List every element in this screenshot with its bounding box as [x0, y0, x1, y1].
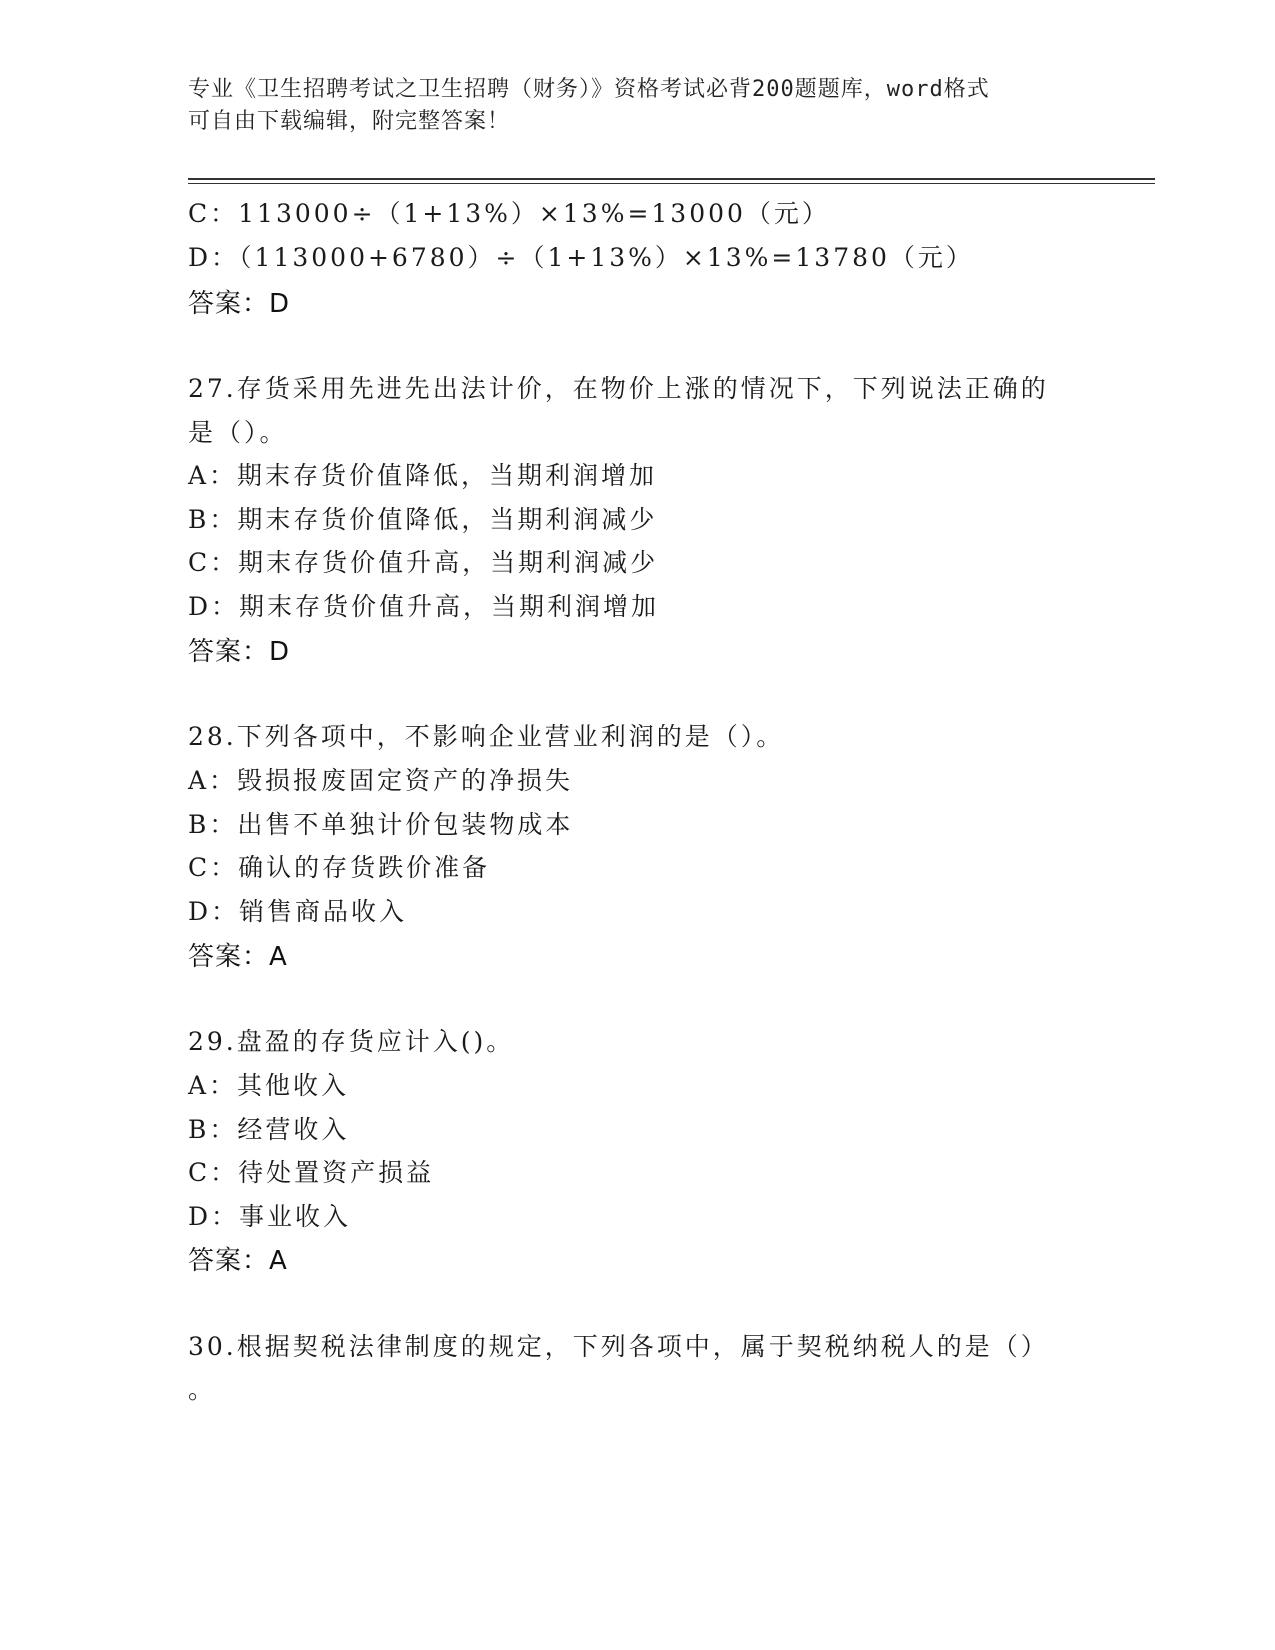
q29-option-a: A：其他收入	[188, 1071, 350, 1100]
q29-option-d: D：事业收入	[188, 1202, 352, 1231]
q29-stem-line-1: 29.盘盈的存货应计入()。	[188, 1027, 515, 1056]
q29-option-c: C：待处置资产损益	[188, 1158, 435, 1187]
q30-stem-line-2: 。	[188, 1375, 217, 1404]
q27-option-c: C：期末存货价值升高，当期利润减少	[188, 548, 659, 577]
q27-option-a: A：期末存货价值降低，当期利润增加	[188, 461, 658, 490]
q28-option-c: C：确认的存货跌价准备	[188, 853, 491, 882]
q27-option-d: D：期末存货价值升高，当期利润增加	[188, 592, 660, 621]
header-divider-thick	[188, 178, 1155, 180]
q28-option-d: D：销售商品收入	[188, 897, 408, 926]
document-header	[188, 74, 1088, 138]
q26-answer: 答案：D	[188, 289, 291, 319]
q29-answer: 答案：A	[188, 1246, 288, 1276]
q27-answer: 答案：D	[188, 637, 291, 667]
q26-option-c: C：113000÷（1+13%）×13%=13000（元）	[188, 199, 830, 228]
q28-stem-line-1: 28.下列各项中，不影响企业营业利润的是（）。	[188, 722, 785, 751]
header-line-2: 可自由下载编辑，附完整答案！	[188, 109, 511, 134]
q28-answer: 答案：A	[188, 942, 288, 972]
q27-stem-line-1: 27.存货采用先进先出法计价，在物价上涨的情况下，下列说法正确的	[188, 374, 1049, 403]
q27-stem-line-2: 是（）。	[188, 418, 288, 447]
q29-option-b: B：经营收入	[188, 1115, 350, 1144]
header-line-1: 专业《卫生招聘考试之卫生招聘（财务）》资格考试必背200题题库，word格式	[188, 77, 990, 102]
q28-option-a: A：毁损报废固定资产的净损失	[188, 766, 574, 795]
q28-option-b: B：出售不单独计价包装物成本	[188, 810, 574, 839]
header-divider-thin	[188, 183, 1155, 184]
q27-option-b: B：期末存货价值降低，当期利润减少	[188, 505, 658, 534]
q26-option-d: D：（113000+6780）÷（1+13%）×13%=13780（元）	[188, 243, 974, 272]
q30-stem-line-1: 30.根据契税法律制度的规定，下列各项中，属于契税纳税人的是（）	[188, 1332, 1049, 1361]
